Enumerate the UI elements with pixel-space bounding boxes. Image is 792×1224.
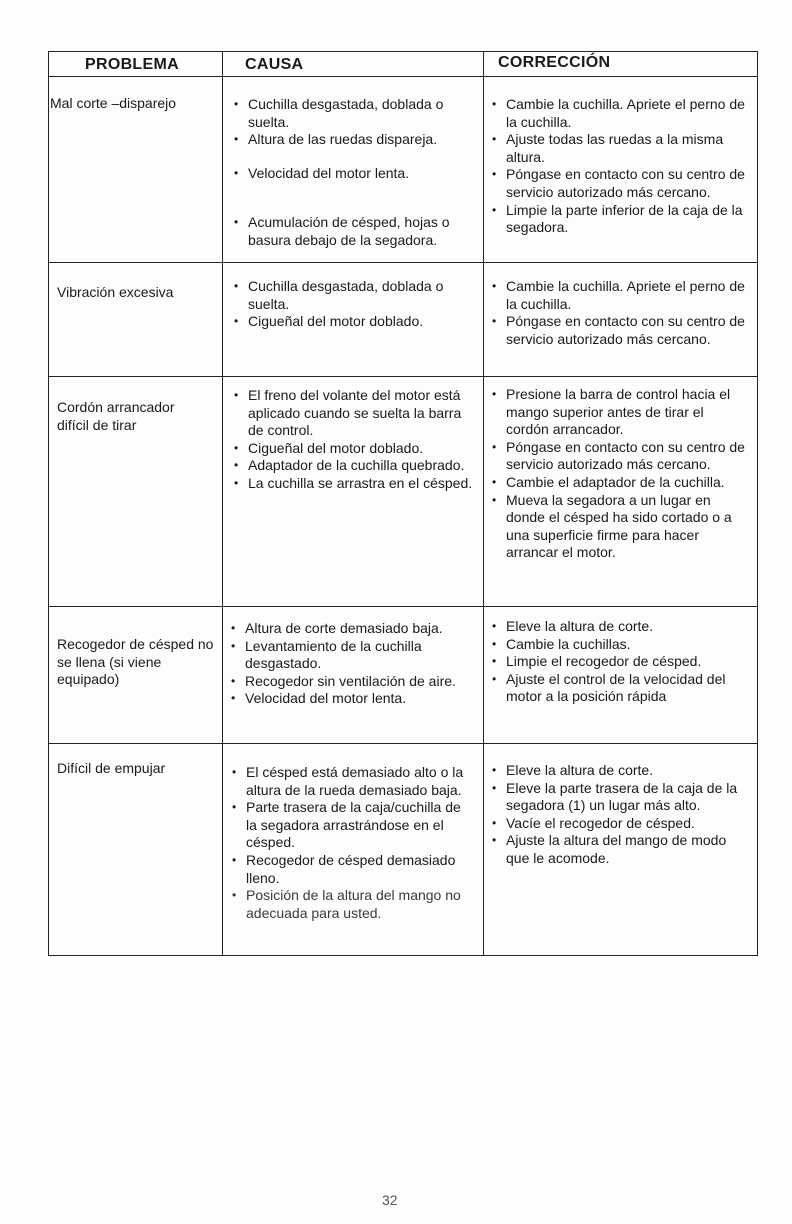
correction-item: • Cambie la cuchilla. Apriete el perno de la cuchilla. xyxy=(492,96,745,130)
cause-item: • El césped está demasiado alto o la altura de la rueda demasiado baja. xyxy=(232,764,464,798)
row-divider-2 xyxy=(48,376,758,377)
correction-item: • Presione la barra de control hacia el mango superior antes de tirar el cordón arrancador. xyxy=(492,386,731,438)
correction-item: • Ajuste la altura del mango de modo que le acomode. xyxy=(492,832,727,866)
cause-item: • Velocidad del motor lenta. xyxy=(234,164,410,181)
header-causa: CAUSA xyxy=(245,56,304,73)
cause-item: • Cigueñal del motor doblado. xyxy=(234,439,424,456)
correction-item: • Eleve la altura de corte. xyxy=(492,762,654,778)
cause-item: • Altura de corte demasiado baja. xyxy=(231,620,443,636)
problem-text: Difícil de empujar xyxy=(57,760,166,776)
cause-item: • Parte trasera de la caja/cuchilla de la segadora arrastrándose en el césped. xyxy=(232,799,461,851)
cause-item: • Posición de la altura del mango no adecuada para usted. xyxy=(232,887,461,921)
correction-item: • Vacíe el recogedor de césped. xyxy=(492,814,695,831)
correction-item: • Limpie el recogedor de césped. xyxy=(492,653,702,670)
column-divider-1 xyxy=(222,51,223,956)
row-2-causes xyxy=(234,278,476,331)
cause-item: • Altura de las ruedas dispareja. xyxy=(234,131,438,148)
row-3-problem xyxy=(57,399,207,434)
row-2-problem xyxy=(57,284,217,302)
correction-item: • Eleve la parte trasera de la caja de la segadora (1) un lugar más alto. xyxy=(492,779,738,814)
correction-item: • Cambie la cuchilla. Apriete el perno de la cuchilla. xyxy=(492,278,745,312)
correction-item: • Póngase en contacto con su centro de servicio autorizado más cercano. xyxy=(492,438,745,473)
cause-item: • Levantamiento de la cuchilla desgastado. xyxy=(231,637,422,672)
correction-item: • Ajuste todas las ruedas a la misma altura. xyxy=(492,131,724,165)
row-3-causes xyxy=(234,387,476,493)
cause-item: • Adaptador de la cuchilla quebrado. xyxy=(234,457,465,474)
cause-item: • Recogedor de césped demasiado lleno. xyxy=(232,851,456,886)
cause-item: • Cuchilla desgastada, doblada o suelta. xyxy=(234,96,444,130)
problem-text: Cordón arrancador difícil de tirar xyxy=(57,399,175,433)
cause-item: • Cigueñal del motor doblado. xyxy=(234,313,424,330)
row-1-problem xyxy=(50,95,218,113)
page-number: 32 xyxy=(382,1192,398,1208)
cause-item: • Recogedor sin ventilación de aire. xyxy=(231,672,456,689)
row-5-corrections xyxy=(492,762,750,868)
correction-item: • Limpie la parte inferior de la caja de la segadora. xyxy=(492,201,743,236)
row-divider-4 xyxy=(48,743,758,744)
header-correccion: CORRECCIÓN xyxy=(498,54,611,71)
correction-item: • Póngase en contacto con su centro de servicio autorizado más cercano. xyxy=(492,166,745,200)
row-divider-1 xyxy=(48,262,758,263)
row-2-corrections xyxy=(492,278,750,348)
correction-item: • Cambie la cuchillas. xyxy=(492,635,631,652)
header-problema: PROBLEMA xyxy=(85,56,179,73)
cause-item: • Cuchilla desgastada, doblada o suelta. xyxy=(234,278,444,312)
correction-item: • Mueva la segadora a un lugar en donde el césped ha sido cortado o a una superficie firme para hacer arrancar el motor. xyxy=(492,491,732,561)
header-rule xyxy=(48,76,758,77)
correction-item: • Cambie el adaptador de la cuchilla. xyxy=(492,473,725,490)
row-4-problem xyxy=(57,636,219,689)
cause-item: • Velocidad del motor lenta. xyxy=(231,690,407,707)
row-1-causes xyxy=(234,96,476,250)
row-5-problem xyxy=(57,760,217,778)
correction-item: • Eleve la altura de corte. xyxy=(492,618,654,634)
problem-text: Vibración excesiva xyxy=(57,284,174,300)
cause-item: • Acumulación de césped, hojas o basura debajo de la segadora. xyxy=(234,214,450,248)
correction-item: • Ajuste el control de la velocidad del motor a la posición rápida xyxy=(492,670,726,705)
cause-item: • La cuchilla se arrastra en el césped. xyxy=(234,474,473,491)
row-4-causes xyxy=(231,620,473,708)
correction-item: • Póngase en contacto con su centro de servicio autorizado más cercano. xyxy=(492,313,745,347)
column-divider-2 xyxy=(483,51,484,956)
row-4-corrections xyxy=(492,618,750,706)
row-3-corrections xyxy=(492,386,750,562)
problem-text: Mal corte –disparejo xyxy=(50,95,177,111)
row-5-causes xyxy=(232,764,474,922)
row-divider-3 xyxy=(48,606,758,607)
problem-text: Recogedor de césped no se llena (si viene equipado) xyxy=(57,636,214,688)
cause-item: • El freno del volante del motor está aplicado cuando se suelta la barra de control. xyxy=(234,387,462,439)
row-1-corrections xyxy=(492,96,750,237)
